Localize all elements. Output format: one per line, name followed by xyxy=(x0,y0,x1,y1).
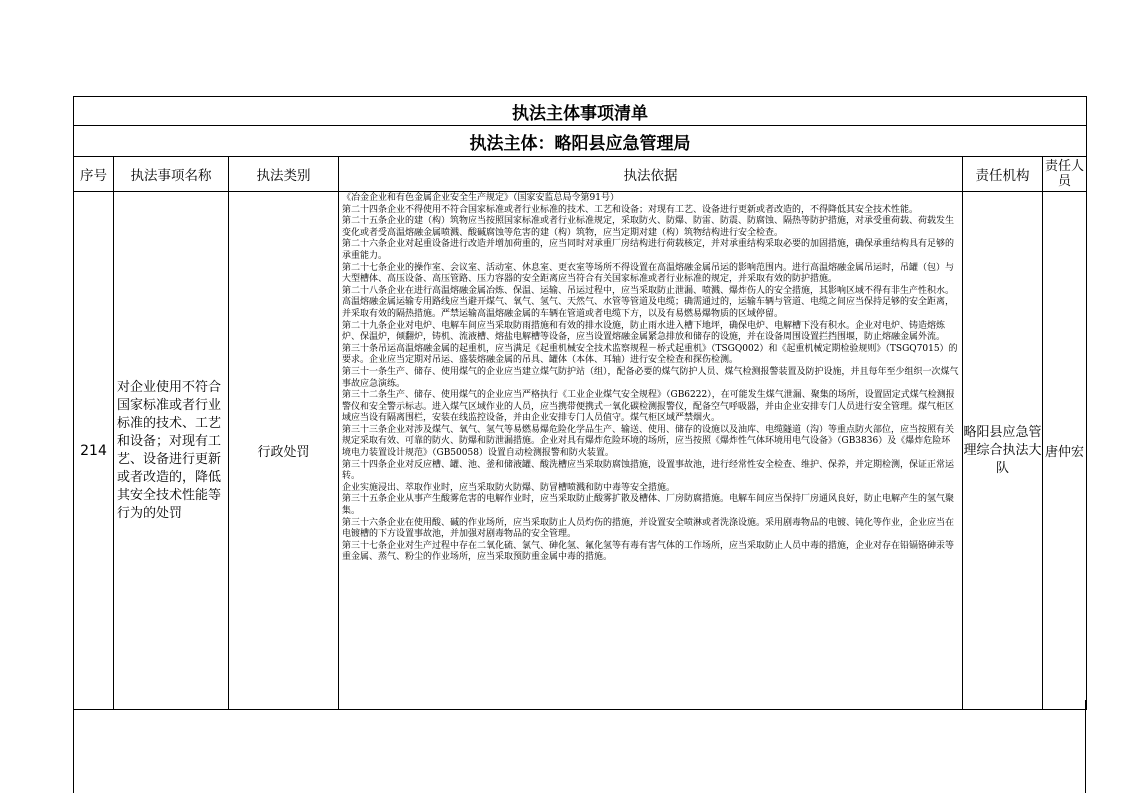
basis-paragraph: 第三十六条企业在使用酸、碱的作业场所，应当采取防止人员灼伤的措施，并设置安全喷淋或者洗涤设施。采用剧毒物品的电镀、钝化等作业，企业应当在电镀槽的下方设置事故池，并加强对剧毒物品的安全管理。 xyxy=(342,517,955,540)
table-left-border xyxy=(73,700,74,793)
row-seq: 214 xyxy=(74,192,114,710)
header-category: 执法类别 xyxy=(229,157,339,192)
header-row xyxy=(74,157,1087,192)
basis-paragraph: 企业实施浸出、萃取作业时，应当采取防火防爆、防冒槽喷溅和防中毒等安全措施。 xyxy=(342,482,676,493)
basis-paragraph: 第三十五条企业从事产生酸雾危害的电解作业时，应当采取防止酸雾扩散及槽体、厂房防腐措施。电解车间应当保持厂房通风良好，防止电解产生的氢气聚集。 xyxy=(342,494,955,517)
basis-paragraph: 第三十三条企业对涉及煤气、氧气、氢气等易燃易爆危险化学品生产、输送、使用、储存的设施以及油库、电缆隧道（沟）等重点防火部位，应当按照有关规定采取有效、可靠的防火、防爆和防泄漏措施。企业对具有爆炸危险环境的场所，应当按照《爆炸性气体环境用电气设备》（GB3836）及《爆炸危险环境电力装置设计规范》（GB50058）设置自动检测报警和防火装置。 xyxy=(342,424,955,459)
table-row xyxy=(74,192,1087,710)
basis-paragraph: 第三十七条企业对生产过程中存在二氧化硫、氯气、砷化氢、氟化氢等有毒有害气体的工作场所，应当采取防止人员中毒的措施，企业对存在铅镉铬砷汞等重金属、蒸气、粉尘的作业场所，应当采取预防重金属中毒的措施。 xyxy=(342,540,955,563)
header-responsible-person: 责任人员 xyxy=(1043,157,1087,192)
table-subtitle: 执法主体：略阳县应急管理局 xyxy=(74,126,1087,157)
basis-paragraph: 第二十四条企业不得使用不符合国家标准或者行业标准的技术、工艺和设备；对现有工艺、设备进行更新或者改造的，不得降低其安全技术性能。 xyxy=(342,204,919,215)
header-item-name: 执法事项名称 xyxy=(114,157,229,192)
table-title: 执法主体事项清单 xyxy=(74,97,1087,126)
basis-paragraph: 《冶金企业和有色金属企业安全生产规定》（国家安监总局令第91号） xyxy=(342,193,619,203)
basis-text xyxy=(342,193,959,564)
basis-paragraph: 第三十一条生产、储存、使用煤气的企业应当建立煤气防护站（组），配备必要的煤气防护人员、煤气检测报警装置及防护设施，并且每年至少组织一次煤气事故应急演练。 xyxy=(342,366,959,389)
basis-paragraph: 第三十四条企业对反应槽、罐、池、釜和储液罐、酸洗槽应当采取防腐蚀措施，设置事故池，进行经常性安全检查、维护、保养，并定期检测，保证正常运转。 xyxy=(342,459,955,482)
basis-paragraph: 第三十二条生产、储存、使用煤气的企业应当严格执行《工业企业煤气安全规程》（GB6222），在可能发生煤气泄漏、聚集的场所，设置固定式煤气检测报警仪和安全警示标志。进入煤气区域作业的人员，应当携带便携式一氧化碳检测报警仪，配备空气呼吸器，并由企业安排专门人员进行安全管理。煤气柜区域应当设有隔离围栏，安装在线监控设备，并由企业安排专门人员值守。煤气柜区域严禁烟火。 xyxy=(342,390,955,424)
basis-paragraph: 第三十条吊运高温熔融金属的起重机，应当满足《起重机械安全技术监察规程－桥式起重机》（TSGQ002）和《起重机械定期检验规则》（TSGQ7015）的要求。企业应当定期对吊运、盛装熔融金属的吊具、罐体（本体、耳轴）进行安全检查和探伤检测。 xyxy=(342,343,958,366)
header-responsible-org: 责任机构 xyxy=(963,157,1043,192)
row-responsible-person: 唐仲宏 xyxy=(1043,192,1087,710)
header-seq: 序号 xyxy=(74,157,114,192)
table-right-border xyxy=(1085,700,1086,793)
law-enforcement-sheet xyxy=(73,96,1086,710)
basis-paragraph: 第二十五条企业的建（构）筑物应当按照国家标准或者行业标准规定，采取防火、防爆、防雷、防震、防腐蚀、隔热等防护措施，对承受重荷载、荷载发生变化或者受高温熔融金属喷溅、酸碱腐蚀等危害的建（构）筑物，应当定期对建（构）筑物结构进行安全检查。 xyxy=(342,216,955,238)
row-item-name: 对企业使用不符合国家标准或者行业标准的技术、工艺和设备；对现有工艺、设备进行更新或者改造的，降低其安全技术性能等行为的处罚 xyxy=(114,192,229,710)
row-responsible-org: 略阳县应急管理综合执法大队 xyxy=(963,192,1043,710)
enforcement-table xyxy=(73,96,1087,710)
basis-paragraph: 第二十九条企业对电炉、电解车间应当采取防雨措施和有效的排水设施，防止雨水进入槽下地坪，确保电炉、电解槽下没有积水。企业对电炉、铸造熔炼炉、保温炉，倾翻炉，铸机、流液槽、熔盐电解槽等设备，应当设置熔融金属紧急排放和储存的设施，并在设备周围设置拦挡围堰，防止熔融金属外流。 xyxy=(342,320,946,343)
basis-paragraph: 第二十七条企业的操作室、会议室、活动室、休息室、更衣室等场所不得设置在高温熔融金属吊运的影响范围内。进行高温熔融金属吊运时，吊罐（包）与大型槽体、高压设备、高压管路、压力容器的安全距离应当符合有关国家标准或者行业标准的规定，并采取有效的防护措施。 xyxy=(342,262,955,285)
header-basis: 执法依据 xyxy=(339,157,963,192)
row-basis xyxy=(339,192,963,710)
basis-paragraph: 第二十六条企业对起重设备进行改造并增加荷重的，应当同时对承重厂房结构进行荷载核定，并对承重结构采取必要的加固措施，确保承重结构具有足够的承重能力。 xyxy=(342,239,955,261)
row-category: 行政处罚 xyxy=(229,192,339,710)
basis-paragraph: 第二十八条企业在进行高温熔融金属冶炼、保温、运输、吊运过程中，应当采取防止泄漏、喷溅、爆炸伤人的安全措施，其影响区域不得有非生产性积水。高温熔融金属运输专用路线应当避开煤气、氧气、氢气、天然气、水管等管道及电缆；确需通过的，运输车辆与管道、电缆之间应当保持足够的安全距离，并采取有效的隔热措施。严禁运输高温熔融金属的车辆在管道或者电缆下方，以及有易燃易爆物质的区域停留。 xyxy=(342,285,955,319)
